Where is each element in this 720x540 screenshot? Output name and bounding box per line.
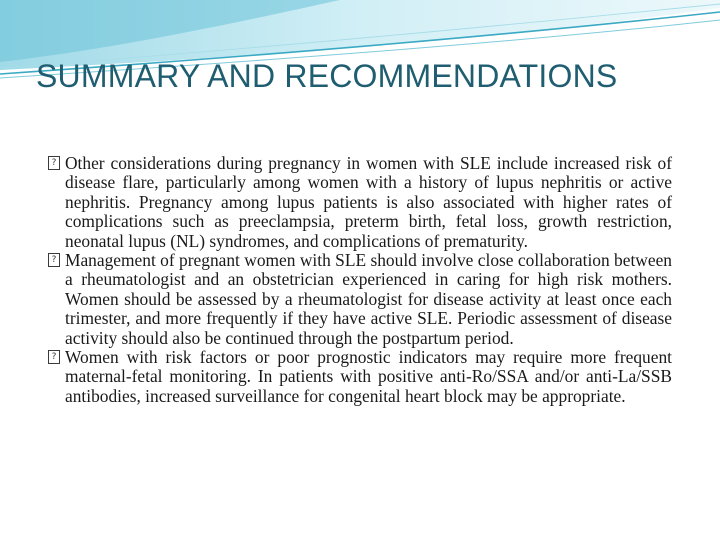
slide-title: SUMMARY AND RECOMMENDATIONS [36,58,618,94]
bullet-box-icon: ? [48,350,60,364]
bullet-list [48,154,672,406]
bullet-item [48,251,672,348]
bullet-text: Management of pregnant women with SLE should involve close collaboration between a rheumatologist and an obstetrician experienced in caring for high risk mothers. Women should be assessed by a rheumatologist for disease activity at least once each trimester, and more frequently if they have active SLE. Periodic assessment of disease activity should also be continued through the postpartum period. [65,250,672,348]
bullet-item [48,348,672,406]
bullet-item [48,154,672,251]
bullet-text: Other considerations during pregnancy in women with SLE include increased risk of disease flare, particularly among women with a history of lupus nephritis or active nephritis. Pregnancy among lupus patients is also associated with higher rates of complications such as preeclampsia, preterm birth, fetal loss, growth restriction, neonatal lupus (NL) syndromes, and complications of prematurity. [65,153,672,251]
bullet-box-icon: ? [48,253,60,267]
bullet-text: Women with risk factors or poor prognostic indicators may require more frequent maternal-fetal monitoring. In patients with positive anti-Ro/SSA and/or anti-La/SSB antibodies, increased surveillance for congenital heart block may be appropriate. [65,347,672,406]
bullet-box-icon: ? [48,156,60,170]
